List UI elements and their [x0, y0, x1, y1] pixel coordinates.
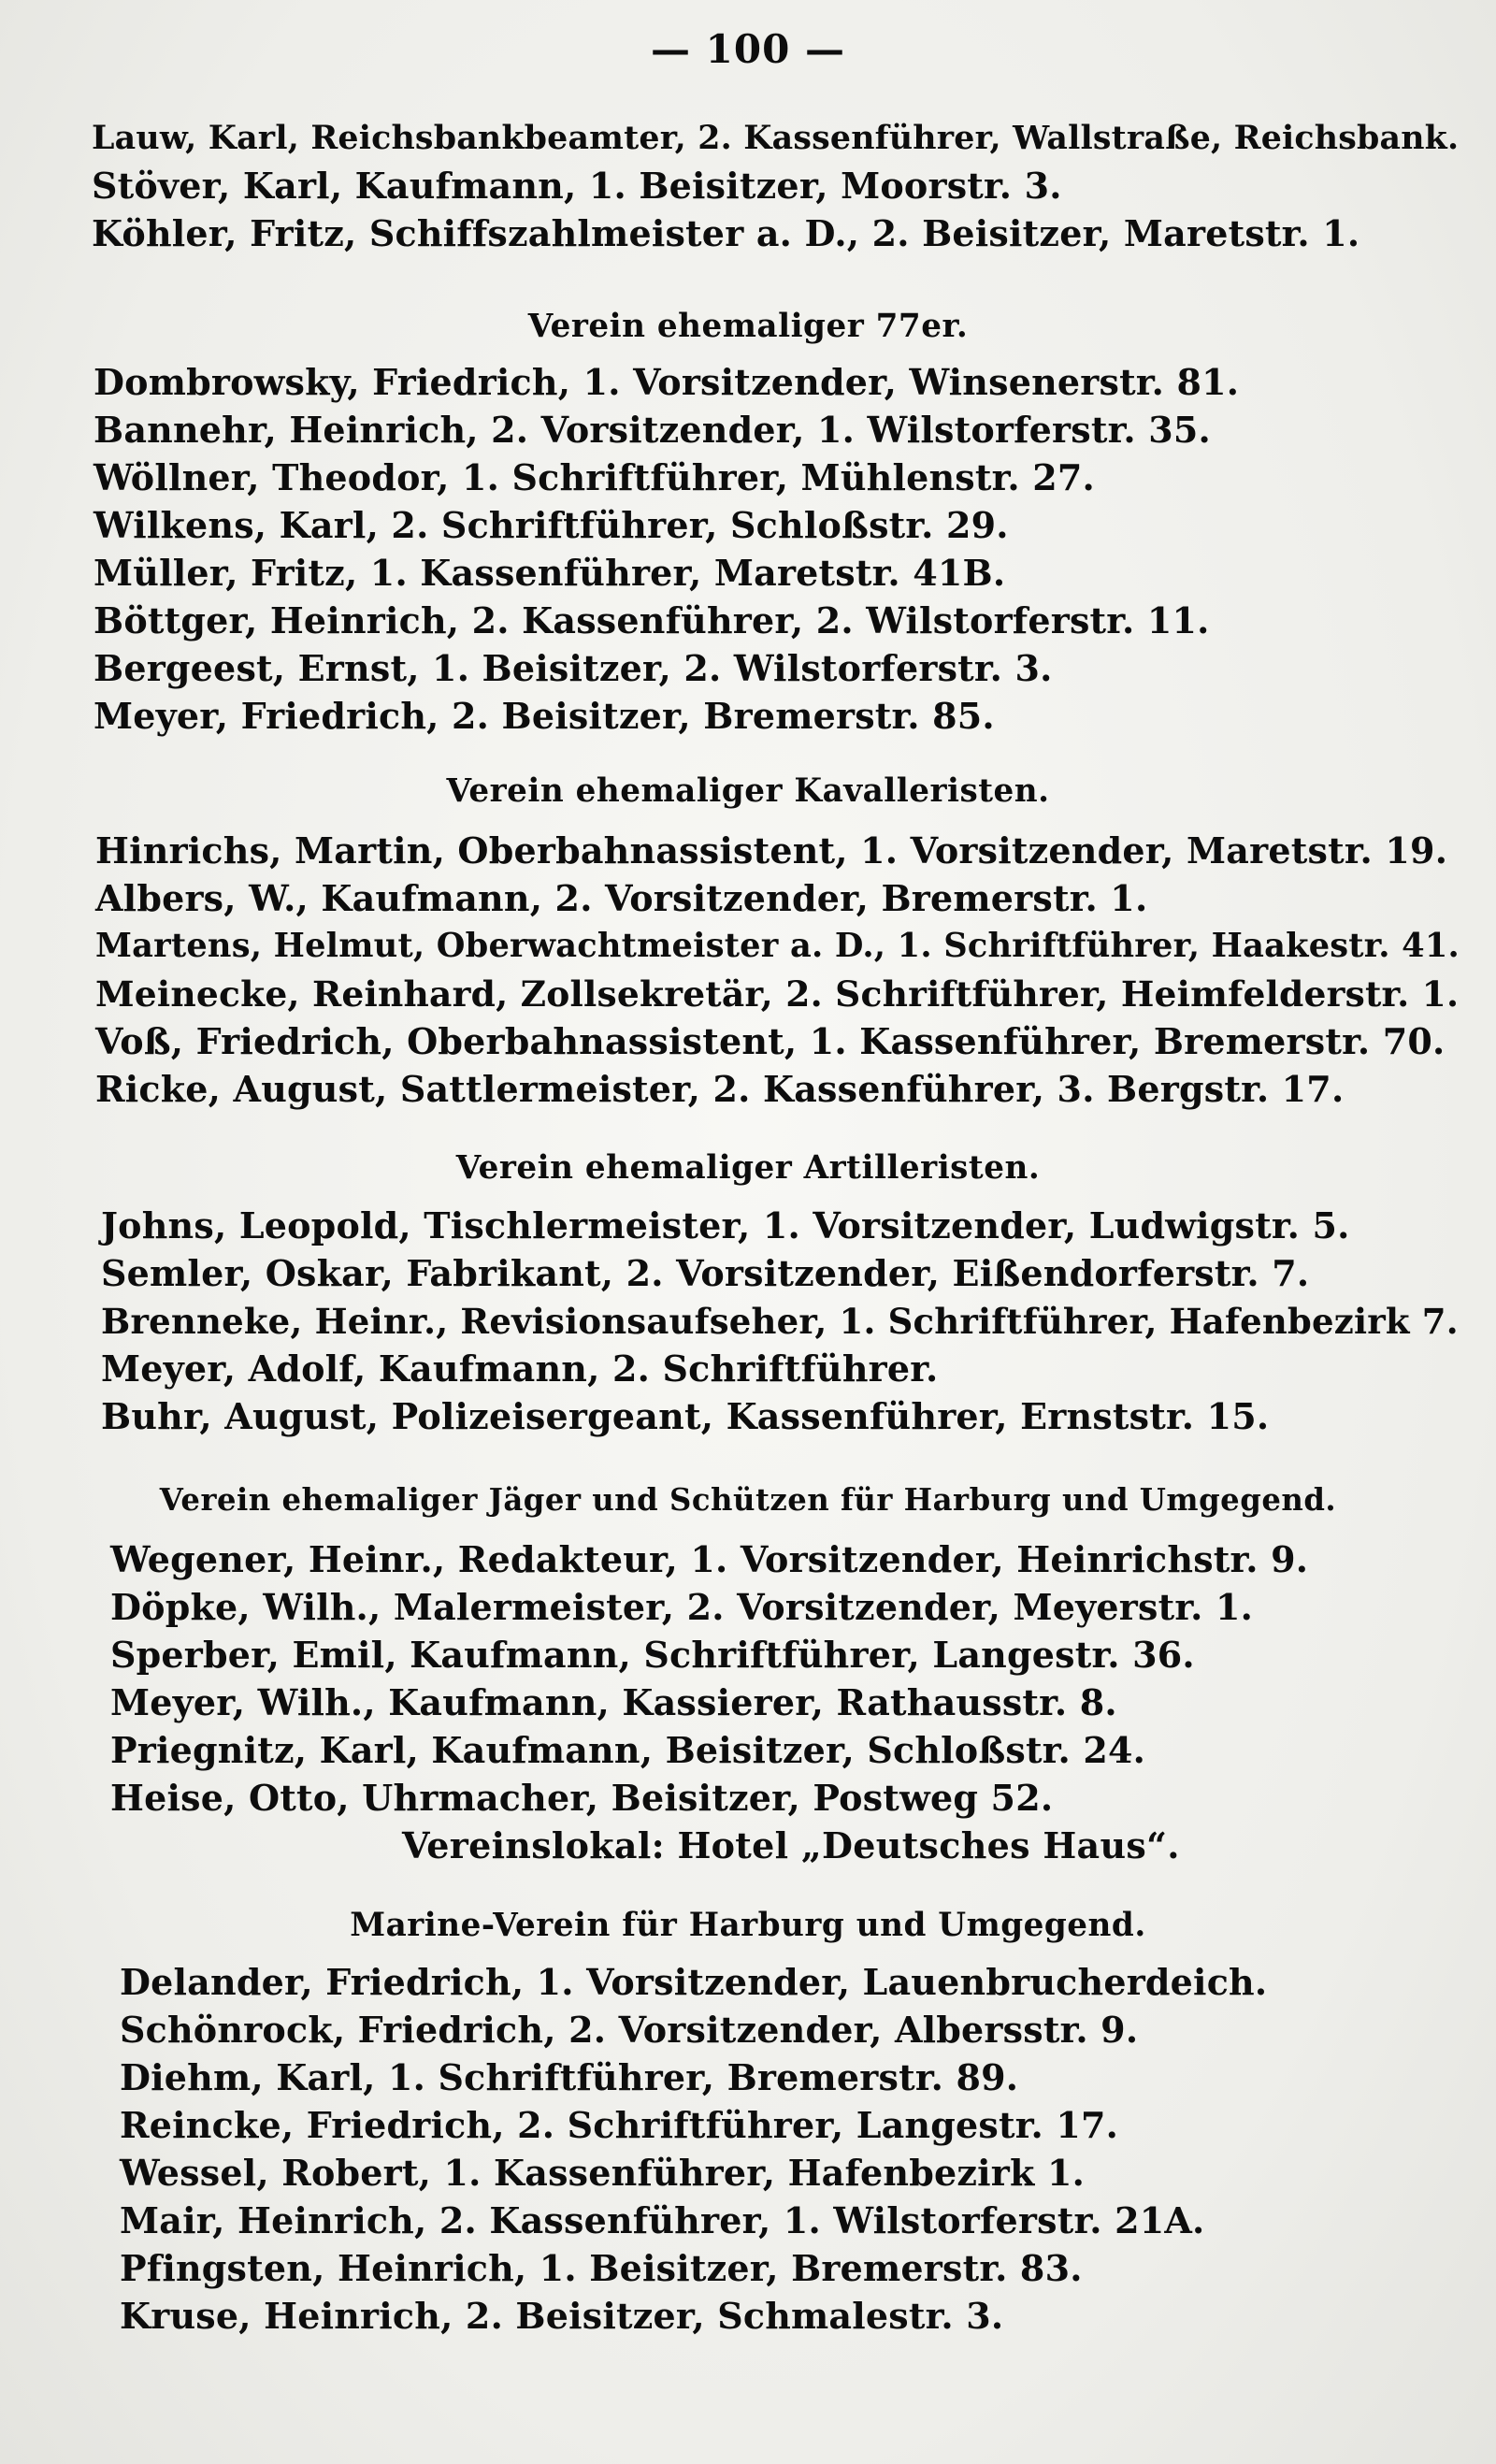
list-item: Pfingsten, Heinrich, 1. Beisitzer, Bremerstr. 83.: [120, 2247, 1083, 2289]
venue-note: Vereinslokal: Hotel „Deutsches Haus“.: [402, 1824, 1180, 1866]
list-item: Schönrock, Friedrich, 2. Vorsitzender, Albersstr. 9.: [120, 2009, 1139, 2051]
list-item: Buhr, August, Polizeisergeant, Kassenführer, Ernststr. 15.: [101, 1395, 1270, 1437]
list-item: Semler, Oskar, Fabrikant, 2. Vorsitzender, Eißendorferstr. 7.: [101, 1252, 1310, 1294]
list-item: Heise, Otto, Uhrmacher, Beisitzer, Postweg 52.: [110, 1777, 1054, 1819]
section-heading-jaeger-schuetzen: Verein ehemaliger Jäger und Schützen für Harburg und Umgegend.: [159, 1482, 1337, 1518]
list-item: Brenneke, Heinr., Revisionsaufseher, 1. Schriftführer, Hafenbezirk 7.: [101, 1301, 1459, 1342]
list-item: Voß, Friedrich, Oberbahnassistent, 1. Kassenführer, Bremerstr. 70.: [95, 1020, 1446, 1062]
list-item: Bergeest, Ernst, 1. Beisitzer, 2. Wilstorferstr. 3.: [94, 647, 1053, 689]
list-item: Sperber, Emil, Kaufmann, Schriftführer, Langestr. 36.: [110, 1634, 1195, 1676]
list-item: Wessel, Robert, 1. Kassenführer, Hafenbezirk 1.: [120, 2152, 1086, 2194]
list-item: Johns, Leopold, Tischlermeister, 1. Vorsitzender, Ludwigstr. 5.: [101, 1204, 1350, 1246]
section-heading-kavalleristen: Verein ehemaliger Kavalleristen.: [446, 772, 1050, 810]
list-item: Meyer, Friedrich, 2. Beisitzer, Bremerstr. 85.: [94, 695, 995, 737]
list-item: Dombrowsky, Friedrich, 1. Vorsitzender, Winsenerstr. 81.: [94, 361, 1240, 403]
list-item: Müller, Fritz, 1. Kassenführer, Maretstr. 41B.: [94, 552, 1006, 594]
list-item: Lauw, Karl, Reichsbankbeamter, 2. Kassenführer, Wallstraße, Reichsbank.: [92, 119, 1460, 157]
list-item: Meinecke, Reinhard, Zollsekretär, 2. Schriftführer, Heimfelderstr. 1.: [95, 973, 1460, 1015]
list-item: Mair, Heinrich, 2. Kassenführer, 1. Wilstorferstr. 21A.: [120, 2199, 1205, 2241]
list-item: Kruse, Heinrich, 2. Beisitzer, Schmalestr. 3.: [120, 2295, 1004, 2337]
list-item: Wegener, Heinr., Redakteur, 1. Vorsitzender, Heinrichstr. 9.: [110, 1538, 1309, 1580]
list-item: Köhler, Fritz, Schiffszahlmeister a. D., 2. Beisitzer, Maretstr. 1.: [92, 212, 1360, 254]
section-heading-artilleristen: Verein ehemaliger Artilleristen.: [455, 1149, 1041, 1187]
list-item: Döpke, Wilh., Malermeister, 2. Vorsitzender, Meyerstr. 1.: [110, 1586, 1254, 1628]
list-item: Böttger, Heinrich, 2. Kassenführer, 2. Wilstorferstr. 11.: [94, 599, 1210, 641]
list-item: Ricke, August, Sattlermeister, 2. Kassenführer, 3. Bergstr. 17.: [95, 1068, 1345, 1110]
list-item: Bannehr, Heinrich, 2. Vorsitzender, 1. Wilstorferstr. 35.: [94, 409, 1211, 451]
list-item: Diehm, Karl, 1. Schriftführer, Bremerstr. 89.: [120, 2056, 1019, 2098]
page-number: — 100 —: [651, 26, 845, 72]
list-item: Meyer, Wilh., Kaufmann, Kassierer, Rathausstr. 8.: [110, 1681, 1117, 1723]
list-item: Meyer, Adolf, Kaufmann, 2. Schriftführer.: [101, 1347, 939, 1390]
list-item: Wilkens, Karl, 2. Schriftführer, Schloßstr. 29.: [94, 504, 1009, 546]
list-item: Reincke, Friedrich, 2. Schriftführer, Langestr. 17.: [120, 2104, 1119, 2146]
list-item: Stöver, Karl, Kaufmann, 1. Beisitzer, Moorstr. 3.: [92, 165, 1062, 207]
list-item: Priegnitz, Karl, Kaufmann, Beisitzer, Schloßstr. 24.: [110, 1729, 1146, 1771]
list-item: Delander, Friedrich, 1. Vorsitzender, Lauenbrucherdeich.: [120, 1961, 1268, 2003]
section-heading-77er: Verein ehemaliger 77er.: [527, 308, 969, 345]
list-item: Wöllner, Theodor, 1. Schriftführer, Mühlenstr. 27.: [94, 456, 1095, 498]
list-item: Martens, Helmut, Oberwachtmeister a. D., 1. Schriftführer, Haakestr. 41.: [95, 927, 1460, 965]
list-item: Albers, W., Kaufmann, 2. Vorsitzender, Bremerstr. 1.: [95, 877, 1148, 919]
section-heading-marine-verein: Marine-Verein für Harburg und Umgegend.: [350, 1907, 1146, 1944]
list-item: Hinrichs, Martin, Oberbahnassistent, 1. Vorsitzender, Maretstr. 19.: [95, 829, 1448, 872]
